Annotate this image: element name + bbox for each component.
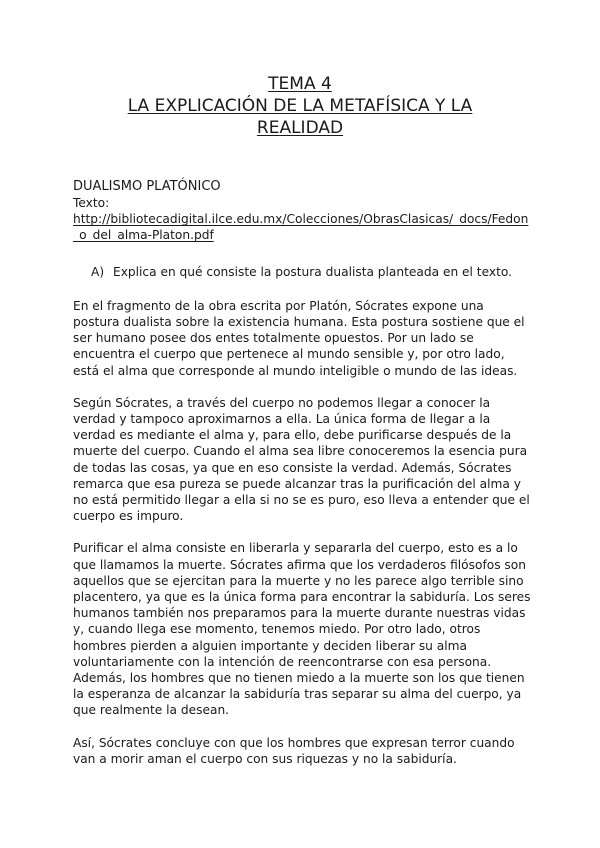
answer-paragraph-4: Así, Sócrates concluye con que los hombres que expresan terror cuando van a morir aman el cuerpo con sus riquezas y no la sabiduría.	[73, 735, 515, 766]
document-title	[60, 73, 540, 139]
source-link[interactable]: http://bibliotecadigital.ilce.edu.mx/Colecciones/ObrasClasicas/_docs/Fedon_o_del_alma-Platon.pdf	[73, 212, 529, 243]
answer-paragraph-3: Purificar el alma consiste en liberarla y separarla del cuerpo, esto es a lo que llamamos la muerte. Sócrates afirma que los verdaderos filósofos son aquellos que se ejercitan para la muerte y no les parece algo terrible sino placentero, ya que es la única forma para encontrar la sabiduría. Los seres humanos también nos preparamos para la muerte durante nuestras vidas y, cuando llega ese momento, tenemos miedo. Por otro lado, otros hombres pierden a alguien importante y deciden liberar su alma voluntariamente con la intención de reencontrarse con esa persona. Además, los hombres que no tienen miedo a la muerte son los que tienen la esperanza de alcanzar la sabiduría tras separar su alma del cuerpo, ya que realmente la desean.	[73, 541, 531, 718]
section-heading: DUALISMO PLATÓNICO	[73, 179, 221, 194]
question-text: Explica en qué consiste la postura dualista planteada en el texto.	[113, 264, 512, 279]
title-line-2: LA EXPLICACIÓN DE LA METAFÍSICA Y LA	[127, 96, 473, 116]
question-marker: A)	[91, 264, 105, 279]
title-line-1: TEMA 4	[268, 74, 332, 94]
document-body	[73, 178, 531, 767]
title-line-3: REALIDAD	[256, 118, 344, 138]
answer-paragraph-1: En el fragmento de la obra escrita por Platón, Sócrates expone una postura dualista sobre la existencia humana. Esta postura sostiene que el ser humano posee dos entes totalmente opuestos. Por un lado se encuentra el cuerpo que pertenece al mundo sensible y, por otro lado, está el alma que corresponde al mundo inteligible o mundo de las ideas.	[73, 298, 525, 378]
question-item	[91, 264, 531, 280]
answer-paragraph-2: Según Sócrates, a través del cuerpo no podemos llegar a conocer la verdad y tampoco aproximarnos a ella. La única forma de llegar a la verdad es mediante el alma y, para ello, debe purificarse después de la muerte del cuerpo. Cuando el alma sea libre conoceremos la esencia pura de todas las cosas, ya que en eso consiste la verdad. Además, Sócrates remarca que esa pureza se puede alcanzar tras la purificación del alma y no está permitido llegar a ella si no se es puro, eso lleva a entender que el cuerpo es impuro.	[73, 395, 530, 524]
text-label: Texto:	[73, 196, 110, 210]
